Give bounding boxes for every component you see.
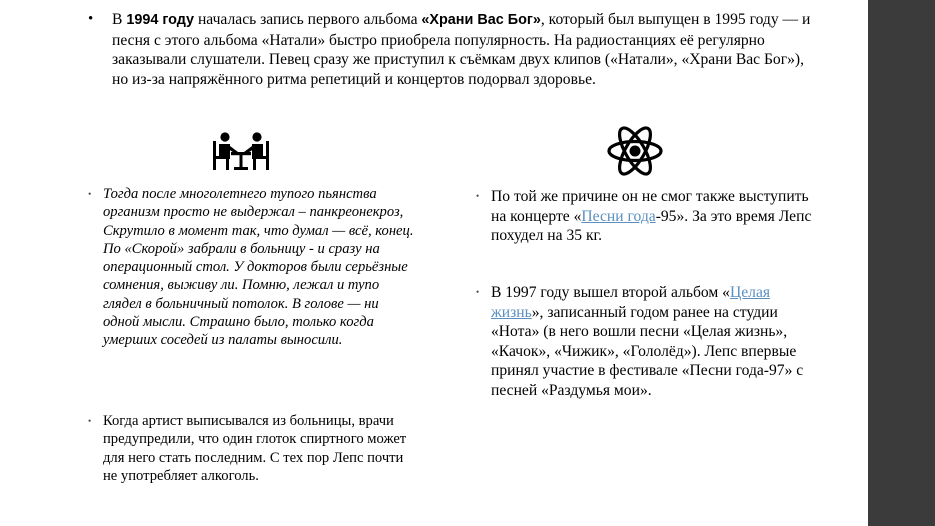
right-bullet-1 bbox=[476, 187, 816, 246]
link-pesni-goda[interactable]: Песни года bbox=[581, 207, 656, 225]
intro-text bbox=[112, 10, 818, 89]
intro-part2: , который был выпущен в 1995 году — и песня с этого альбома «Натали» быстро приобрела популярность. На радиостанциях её регулярно заказывали слушатели. Певец сразу же приступил к съёмкам двух клипов («Натали», «Храни Вас Бог»), но из-за напряжённого ритма репетиций и концертов подорвал здоровье. bbox=[112, 11, 811, 88]
intro-year: 1994 году bbox=[126, 12, 195, 28]
intro-part1: началась запись первого альбома bbox=[194, 11, 422, 28]
link-celaya-zhizn[interactable]: Целая жизнь bbox=[491, 284, 771, 321]
bullet-dot: • bbox=[88, 189, 92, 199]
atom-icon bbox=[606, 120, 664, 182]
bullet-dot: • bbox=[88, 11, 94, 27]
left-bullet-2-text: Когда артист выписывался из больницы, врачи предупредили, что один глоток спиртного может для него стать последним. С тех пор Лепс почти не употребляет алкоголь. bbox=[103, 413, 407, 484]
meeting-people-icon bbox=[212, 131, 270, 171]
left-bullet-1-text: Тогда после многолетнего тупого пьянства организм просто не выдержал – панкреонекроз, Скрутило в момент так, что думал — всё, конец. По «Скорой» забрали в больницу - и сразу на операционный стол. У докторов были серьёзные сомнения, выживу ли. Помню, лежал и тупо глядел в больничный потолок. В голове — ни одной мысли. Страшно было, только когда умерших соседей из палаты выносили. bbox=[103, 186, 414, 349]
intro-prefix: В bbox=[112, 11, 127, 28]
right-bullet-2-after: », записанный годом ранее на студии «Нота» (в него вошли песни «Целая жизнь», «Качок», «Чижик», «Гололёд»). Лепс впервые принял участие в фестивале «Песни года-97» с песней «Раздумья мои». bbox=[491, 303, 804, 399]
right-bullet-2-before: В 1997 году вышел второй альбом « bbox=[491, 284, 730, 301]
bullet-dot: • bbox=[476, 191, 480, 201]
intro-album: «Храни Вас Бог» bbox=[421, 12, 541, 28]
bullet-dot: • bbox=[88, 416, 92, 426]
right-bullet-1-after: -95». За это время Лепс похудел на 35 кг. bbox=[491, 207, 812, 245]
right-bullet-2-text bbox=[491, 283, 816, 401]
bullet-dot: • bbox=[476, 287, 480, 297]
left-bullet-1 bbox=[88, 185, 418, 350]
right-bullet-2 bbox=[476, 283, 816, 401]
right-bullet-1-text bbox=[491, 187, 816, 246]
right-bullet-1-before: По той же причине он не смог также выступить на концерте « bbox=[491, 188, 809, 225]
intro-bullet bbox=[88, 10, 818, 89]
left-bullet-2 bbox=[88, 412, 418, 485]
side-panel bbox=[868, 0, 935, 526]
